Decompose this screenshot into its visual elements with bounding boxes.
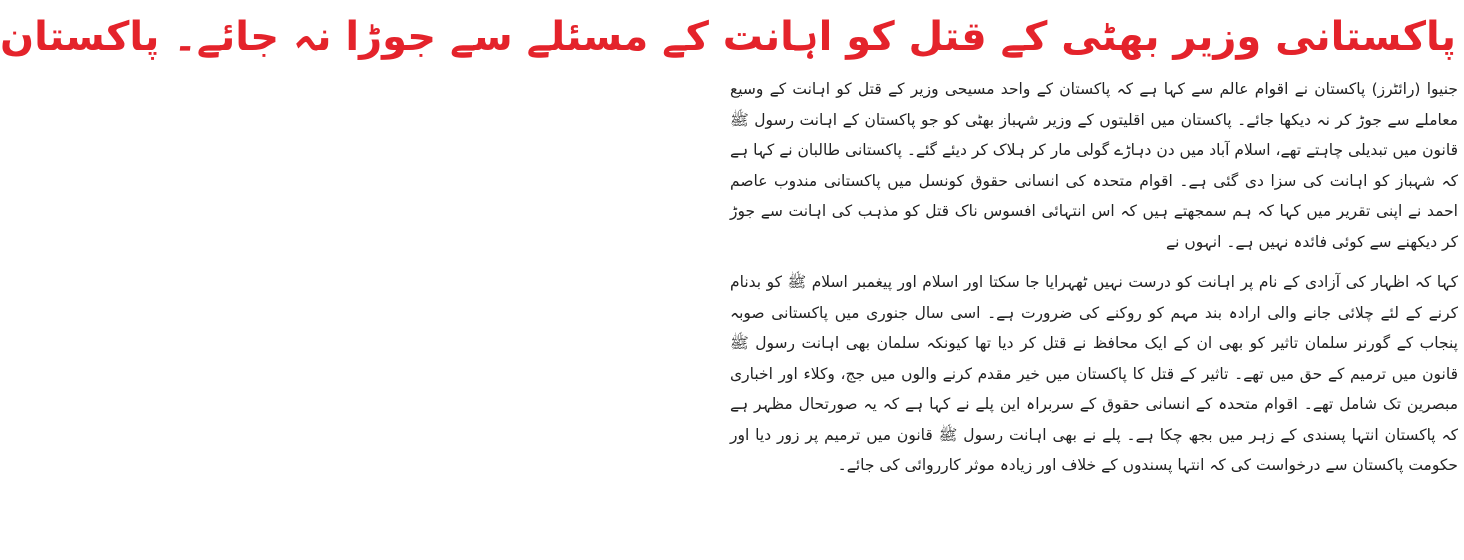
article-paragraph-1: جنیوا (رائٹرز) پاکستان نے اقوام عالم سے کہا ہے کہ پاکستان کے واحد مسیحی وزیر کے قتل کو اہانت کے وسیع معاملے سے جوڑ کر نہ دیکھا جائے۔ پاکستان میں اقلیتوں کے وزیر شہباز بھٹی کو جو پاکستان کے اہانت رسول ﷺ قانون میں تبدیلی چاہتے تھے، اسلام آباد میں دن دہاڑے گولی مار کر ہلاک کر دیئے گئے۔ پاکستانی طالبان نے کہا ہے کہ شہباز کو اہانت کی سزا دی گئی ہے۔ اقوام متحدہ کی انسانی حقوق کونسل میں پاکستانی مندوب عاصم احمد نے اپنی تقریر میں کہا کہ ہم سمجھتے ہیں کہ اس انتہائی افسوس ناک قتل کو مذہب کی اہانت سے جوڑ کر دیکھنے سے کوئی فائدہ نہیں ہے۔ انہوں نے	[730, 80, 1458, 251]
article-paragraph-2: کہا کہ اظہار کی آزادی کے نام پر اہانت کو درست نہیں ٹھہرایا جا سکتا اور اسلام اور پیغمبر اسلام ﷺ کو بدنام کرنے کے لئے چلائی جانے والی ارادہ بند مہم کو روکنے کی ضرورت ہے۔ اسی سال جنوری میں پاکستانی صوبہ پنجاب کے گورنر سلمان تاثیر کو بھی ان کے ایک محافظ نے قتل کر دیا تھا کیونکہ سلمان بھی اہانت رسول ﷺ قانون میں ترمیم کے حق میں تھے۔ تاثیر کے قتل کا پاکستان میں خیر مقدم کرنے والوں میں جج، وکلاء اور اخباری مبصرین تک شامل تھے۔ اقوام متحدہ کے انسانی حقوق کے سربراہ این پلے نے کہا ہے کہ یہ صورتحال مظہر ہے کہ پاکستان انتہا پسندی کے زہر میں بجھ چکا ہے۔ پلے نے بھی اہانت رسول ﷺ قانون میں ترمیم پر زور دیا اور حکومت پاکستان سے درخواست کی کہ انتہا پسندوں کے خلاف اور زیادہ موثر کارروائی کی جائے۔	[730, 273, 1458, 474]
article-headline: پاکستانی وزیر بھٹی کے قتل کو اہانت کے مسئلے سے جوڑا نہ جائے۔ پاکستان	[0, 14, 1456, 60]
